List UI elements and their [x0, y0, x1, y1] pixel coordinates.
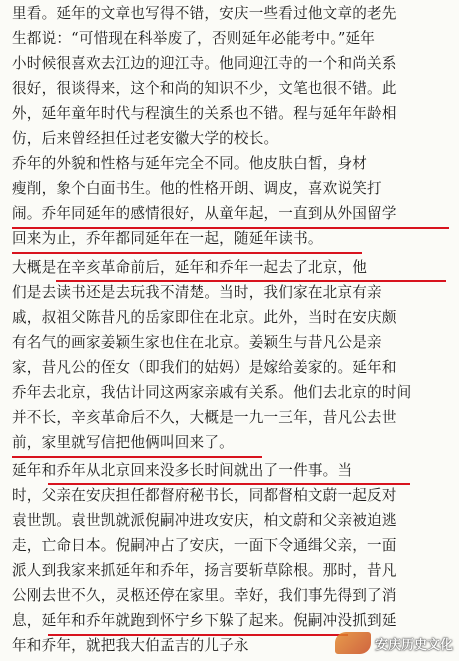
text-line: 回来为止，乔年都同延年在一起，随延年读书。	[12, 230, 323, 247]
text-line: 息，延年和乔年就跑到怀宁乡下躲了起来。倪嗣冲没抓到延	[12, 612, 397, 629]
text-line: 们是去读书还是去玩我不清楚。当时，我们家在北京有亲	[12, 284, 382, 301]
highlight-underline	[48, 634, 348, 636]
text-line: 大概是在辛亥革命前后，延年和乔年一起去了北京，他	[12, 259, 368, 276]
text-line: 瘦削，象个白面书生。他的性格开朗、调皮，喜欢说笑打	[12, 180, 382, 197]
text-line: 派人到我家来抓延年和乔年，扬言要斩草除根。那时，昔凡	[12, 562, 397, 579]
text-line: 家，昔凡公的侄女（即我们的姑妈）是嫁给姜家的。延年和	[12, 359, 397, 376]
watermark-text: 安庆历史文化	[374, 637, 453, 653]
text-line: 时，父亲在安庆担任都督府秘书长，同都督柏文蔚一起反对	[12, 487, 397, 504]
highlight-underline	[56, 280, 446, 282]
text-line: 里看。延年的文章也写得不错，安庆一些看过他文章的老先	[12, 5, 397, 22]
watermark-logo-icon	[335, 632, 371, 654]
text-line: 乔年去北京，我估计同这两家亲戚有关系。他们去北京的时间	[12, 384, 412, 401]
watermark	[335, 629, 453, 657]
text-line: 生都说：“可惜现在科举废了，否则延年必能考中。”延年	[12, 30, 376, 47]
text-line: 前，家里就写信把他俩叫回来了。	[12, 434, 234, 451]
highlight-underline	[12, 252, 362, 254]
highlight-underline	[48, 483, 410, 485]
text-line: 戚，叔祖父陈昔凡的岳家即住在北京。此外，当时在安庆颇	[12, 309, 397, 326]
text-line: 公刚去世不久，灵柩还停在家里。幸好，我们事先得到了消	[12, 587, 397, 604]
text-line: 很好，很谈得来，这个和尚的知识不少，文笔也很不错。此	[12, 80, 397, 97]
text-line: 小时候很喜欢去江边的迎江寺。他同迎江寺的一个和尚关系	[12, 55, 397, 72]
text-line: 闹。乔年同延年的感情很好，从童年起，一直到从外国留学	[12, 205, 397, 222]
text-line: 外，延年童年时代与程演生的关系也不错。程与延年年龄相	[12, 105, 397, 122]
highlight-underline	[12, 227, 449, 229]
text-line: 袁世凯。袁世凯就派倪嗣冲进攻安庆，柏文蔚和父亲被迫逃	[12, 512, 397, 529]
text-line: 延年和乔年从北京回来没多长时间就出了一件事。当	[12, 462, 353, 479]
text-line: 并不长，辛亥革命后不久，大概是一九一三年，昔凡公去世	[12, 409, 397, 426]
text-line: 乔年的外貌和性格与延年完全不同。他皮肤白皙，身材	[12, 155, 368, 172]
highlight-underline	[12, 456, 262, 458]
text-line: 年和乔年，就把我大伯孟吉的儿子永	[12, 637, 249, 654]
text-line: 仿，后来曾经担任过老安徽大学的校长。	[12, 130, 279, 147]
text-line: 走，亡命日本。倪嗣冲占了安庆，一面下令通缉父亲，一面	[12, 537, 397, 554]
text-line: 有名气的画家姜颖生家也住在北京。姜颖生与昔凡公是亲	[12, 334, 382, 351]
